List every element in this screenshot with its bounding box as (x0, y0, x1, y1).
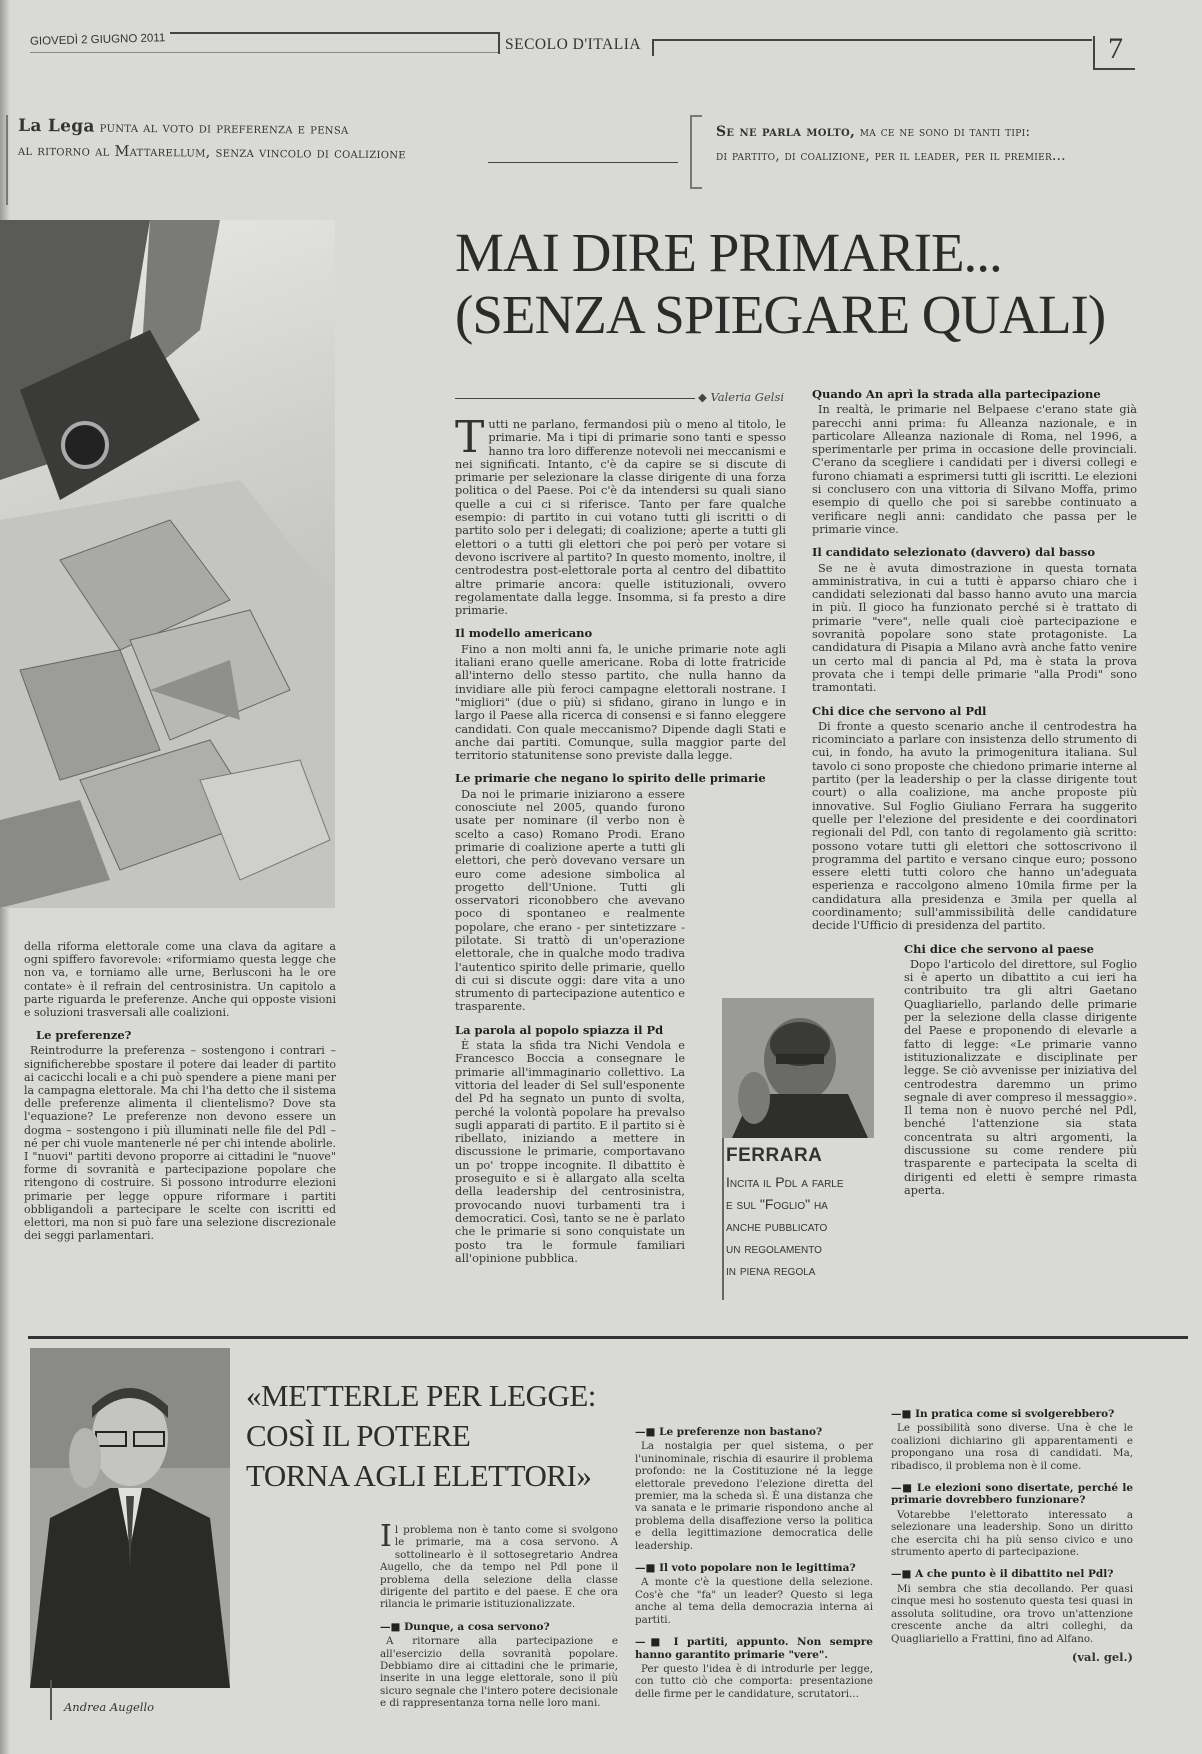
subhead-negano-spirito: Le primarie che negano lo spirito delle primarie (455, 771, 766, 786)
subhead-quando-an: Quando An aprì la strada alla partecipazione (812, 387, 1101, 401)
drop-cap: T (455, 412, 485, 463)
byline-rule (455, 398, 695, 399)
augello-portrait (30, 1348, 230, 1688)
interview-q6-text: Le elezioni sono disertate, perché le primarie dovrebbero funzionare? (891, 1482, 1133, 1507)
interview-q7-text: A che punto è il dibattito nel Pdl? (915, 1568, 1114, 1581)
interview-title (246, 1376, 626, 1496)
left-paragraph-2: Reintrodurre la preferenza – sostengono i contrari – significherebbe spostare il potere dai leader di partito ai cacicchi locali e a chi può spendere a piene mani per la campagna elettorale. Ma chi l'ha detto che il sistema delle preferenze alimenta il clientelismo? Dove sta l'equazione? Le preferenze non devono essere un dogma – sostengono i più illuminati nelle file del Pdl – né per chi vuole mantenerle né per chi intende abolirle. I "nuovi" partiti devono proporre ai cittadini le "nuove" forme di sovranità e partecipazione popolare che ritengono di costruire. Si possono introdurre elezioni primarie per legge oppure riformare i partiti obbligandoli a partecipare le scelte con iscritti ed elettori, ma non si può fare una selezione discrezionale dei seggi parlamentari. (24, 1044, 336, 1243)
masthead-divider-2 (652, 40, 654, 56)
interview-q3: —■ Il voto popolare non le legittima? (635, 1562, 856, 1575)
masthead-rule-left (170, 32, 498, 34)
interview-a6: Votarebbe l'elettorato interessato a selezionare una leadership. Sono un diritto che esercita chi ha più senso civico e uno strumento aperto di partecipazione. (891, 1508, 1133, 1559)
ballot-box-photo (0, 220, 335, 908)
kicker-left-lead: La Lega (18, 115, 95, 137)
masthead-pagenum-bar (1093, 36, 1095, 70)
interview-drop-cap: I (380, 1519, 392, 1554)
ballot-box-illustration (0, 220, 335, 908)
kicker-left-text2: al ritorno al Mattarellum, senza vincolo di coalizione (17, 142, 407, 163)
headline-line1: MAI DIRE PRIMARIE... (455, 222, 1002, 283)
interview-q7: —■ A che punto è il dibattito nel Pdl? (891, 1568, 1114, 1581)
kicker-left-rule (488, 162, 678, 163)
kicker-right-lead: Se ne parla molto, (716, 124, 856, 140)
interview-signature: (val. gel.) (1071, 1649, 1133, 1664)
interview-q4: —■ I partiti, appunto. Non sempre hanno garantito primarie "vere". (635, 1636, 873, 1661)
kicker-right (716, 120, 1186, 168)
article-paragraph-1: utti ne parlano, fermandosi più o meno al titolo, le primarie. Ma i tipi di primarie sono tanti e spesso hanno tra loro differenze notevoli nei meccanismi e nei significati. Intanto, c'è da capire se si discute di primarie per selezionare la classe dirigente di una forza politica o del Paese. Poi c'è da intendersi su quali siano quelle a cui ci si riferisce. Tanto per fare qualche esempio: di partito in cui votano tutti gli iscritti o di partito solo per i delegati; di coalizione; aperte a tutti gli elettori o a tutti gli elettori che poi però per votare si devono iscrivere al partito? In questo momento, inoltre, il centrodestra post-elettorale porta al centro del dibattito altre primarie ancora: quelle istituzionali, ovvero regolamentate dalla legge. Insomma, si fa presto a dire primarie. (455, 418, 787, 618)
interview-q4-text: I partiti, appunto. Non sempre hanno garantito primarie "vere". (635, 1636, 873, 1661)
subhead-servono-al-pdl: Chi dice che servono al Pdl (812, 703, 987, 718)
article-column-1 (455, 412, 787, 1267)
ferrara-name: FERRARA (726, 1145, 823, 1166)
ferrara-line3: anche pubblicato (726, 1218, 828, 1234)
byline: ◆ Valeria Gelsi (698, 390, 785, 404)
ferrara-caption (726, 1145, 866, 1281)
interview-a5: Le possibilità sono diverse. Una è che le coalizioni dichiarino gli apparentamenti e propongano una rosa di candidati. Ma, ribadisco, il problema non è il come. (891, 1422, 1133, 1472)
left-paragraph-1: della riforma elettorale come una clava da agitare a ogni spiffero favorevole: «riformiamo questa legge che non va, e torniamo alle urne, Berlusconi ha le ore contate» è il refrain del centrosinistra. Un capitolo a parte riguarda le preferenze. Anche qui opposte visioni e soluzioni trasversali alle coalizioni. (24, 940, 336, 1020)
subhead-modello-americano: Il modello americano (455, 626, 593, 641)
masthead-date: GIOVEDÌ 2 GIUGNO 2011 (29, 32, 166, 48)
kicker-left-text1: punta al voto di preferenza e pensa (99, 119, 349, 138)
interview-q2-text: Le preferenze non bastano? (659, 1426, 823, 1438)
interview-q5-text: In pratica come si svolgerebbero? (915, 1408, 1115, 1420)
interview-q5: —■ In pratica come si svolgerebbero? (891, 1408, 1115, 1420)
ferrara-photo (722, 998, 874, 1138)
headline (455, 222, 1195, 346)
interview-column-c (891, 1374, 1133, 1663)
col2-paragraph-3: Di fronte a questo scenario anche il centrodestra ha ricominciato a parlare con insistenza dello strumento di cui, in fondo, ha avuto la primogenitura italiana. Sul tavolo ci sono proposte che chiedono primarie interne al partito (per la leadership o per la classe dirigente tout court) o alla coalizione, ma anche proposte più innovative. Sul Foglio Giuliano Ferrara ha suggerito quelle per l'elezione del presidente e dei coordinatori regionali del Pdl, con tanto di regolamento già scritto: possono votare tutti gli elettori che sottoscrivono il programma del partito e versano cinque euro; possono essere eletti tutti coloro che hanno un'adeguata esperienza e raccolgono almeno 10mila firme per la candidatura alla presidenza e 3mila per quella al coordinamento; sull'ammissibilità delle candidature decide l'Ufficio di presidenza del partito. (812, 719, 1137, 933)
interview-q1-text: Dunque, a cosa servono? (404, 1620, 550, 1633)
article-paragraph-4: È stata la sfida tra Nichi Vendola e Francesco Boccia a consegnare le primarie all'immaginario collettivo. La vittoria del leader di Sel sull'esponente del Pd ha segnato un punto di svolta, perché la volontà popolare ha prevalso sugli apparati di partito. E il partito si è ribellato, iniziando a mettere in discussione le primarie, comportavano un po' troppe incognite. Il dibattito è proseguito e si è allargato alla scelta della leadership del centrosinistra, provocando nuovi turbamenti tra i democratici. Così, tanto se ne è parlato che le primarie si sono conquistate un posto tra le formule familiari all'opinione pubblica. (455, 1039, 685, 1265)
ferrara-caption-rule (722, 1138, 724, 1300)
interview-a4: Per questo l'idea è di introdurle per legge, con tutto ciò che comporta: presentazione delle firme per le candidature, scrutatori... (635, 1662, 873, 1700)
article-lead-paragraph (455, 412, 787, 618)
subhead-preferenze: Le preferenze? (36, 1028, 132, 1043)
interview-q6: —■ Le elezioni sono disertate, perché le primarie dovrebbero funzionare? (891, 1482, 1133, 1507)
masthead-page-number: 7 (1108, 32, 1123, 65)
augello-caption: Andrea Augello (64, 1700, 155, 1714)
interview-title-line3: TORNA AGLI ELETTORI» (246, 1458, 592, 1493)
interview-a3: A monte c'è la questione della selezione. Cos'è che "fa" un leader? Questo si lega anche al tema della democrazia interna ai partiti. (635, 1576, 873, 1626)
interview-a2: La nostalgia per quel sistema, o per l'uninominale, rischia di esaurire il problema profondo: ne la Costituzione né la legge elettorale prevedono l'elezione diretta del premier, ma la scheda sì. È una distanza che va sanata e le primarie rispondono anche al problema della disaffezione verso la politica e della legittimazione democratica delle leadership. (635, 1440, 873, 1552)
article-paragraph-3: Da noi le primarie iniziarono a essere conosciute nel 2005, quando furono usate per nominare (il verbo non è scelto a caso) Romano Prodi. Erano primarie di coalizione aperte a tutti gli elettori, che però dovevano versare un euro come adesione simbolica al progetto dell'Unione. Tutti gli osservatori riconobbero che avevano poco di spontaneo e realmente popolare, che erano - per sintetizzare - pilotate. Si trattò di un'operazione elettorale, che in qualche modo tradiva l'autentico spirito delle primarie, quello di cui si discute oggi: dare vita a uno strumento di partecipazione autentico e trasparente. (455, 787, 685, 1014)
interview-intro (380, 1519, 618, 1611)
left-column (24, 940, 336, 1244)
ferrara-portrait (722, 998, 874, 1138)
masthead-rule-left-bottom (30, 52, 498, 53)
col2-paragraph-2: Se ne è avuta dimostrazione in questa tornata amministrativa, in cui a tutti è apparso chiaro che i candidati selezionati dal basso hanno avuto una marcia in più. Il gioco ha funzionato perché si è trattato di primarie "vere", nelle quali cioè partecipazione e sovranità popolare sono state protagoniste. La candidatura di Pisapia a Milano avrà anche fatto venire un certo mal di pancia al Pd, ma è stata la prova provata che i tempi delle primarie "alla Prodi" sono tramontati. (812, 561, 1137, 695)
ferrara-line1: Incita il Pdl a farle (726, 1174, 844, 1190)
kicker-left (18, 114, 498, 167)
interview-q2: —■ Le preferenze non bastano? (635, 1426, 823, 1438)
masthead-divider (498, 32, 500, 54)
interview-column-b (635, 1374, 873, 1702)
interview-title-line2: COSÌ IL POTERE (246, 1418, 471, 1453)
interview-a7: Mi sembra che stia decollando. Per quasi cinque mesi ho sostenuto questa tesi quasi in assoluta solitudine, ora trovo un'attenzione crescente anche da altri colleghi, da Quagliariello a Frattini, fino ad Alfano. (891, 1582, 1133, 1645)
section-divider (28, 1336, 1188, 1339)
ferrara-line2: e sul "Foglio" ha (726, 1196, 828, 1212)
kicker-bracket-left (0, 115, 8, 205)
interview-q1: —■ Dunque, a cosa servono? (380, 1620, 550, 1633)
masthead-paper-name: SECOLO D'ITALIA (505, 36, 642, 53)
subhead-candidato-selezionato: Il candidato selezionato (davvero) dal basso (812, 545, 1096, 560)
kicker-right-text1: ma ce ne sono di tanti tipi: (859, 124, 1031, 140)
col2-paragraph-1: In realtà, le primarie nel Belpaese c'erano state già parecchi anni prima: fu Alleanza nazionale, e in particolare Alleanza nazionale di Roma, nel 1996, a sperimentarle per prima in occasione delle provinciali. C'erano da scegliere i candidati per i diversi collegi e furono chiamati a esprimersi tutti gli iscritti. Le elezioni si conclusero con una vittoria di Silvano Moffa, primo esempio di quello che poi si sarebbe continuato a verificare negli anni: candidato che passa per le primarie vince. (812, 403, 1137, 536)
interview-q3-text: Il voto popolare non le legittima? (659, 1562, 856, 1575)
interview-column-a (380, 1519, 618, 1712)
masthead-pagenum-underline (1095, 68, 1135, 70)
headline-line2: (SENZA SPIEGARE QUALI) (455, 284, 1106, 345)
interview-intro-text: l problema non è tanto come si svolgono le primarie, ma a cosa servono. A sottolinearlo è il sottosegretario Andrea Augello, che da tempo nel Pdl pone il problema della selezione della classe dirigente del partito e del paese. E che ora rilancia le primarie istituzionalizzate. (380, 1524, 618, 1611)
interview-title-line1: «METTERLE PER LEGGE: (246, 1378, 596, 1413)
augello-photo (30, 1348, 230, 1688)
col2-paragraph-4: Dopo l'articolo del direttore, sul Foglio si è aperto un dibattito a cui ieri ha contribuito tra gli altri Gaetano Quagliariello, parlando delle primarie per la selezione della classe dirigente del Paese e proponendo di elevarle a fatto di legge: «Le primarie vanno istituzionalizzate e disciplinate per legge. Se ciò avvenisse per iniziativa del centrodestra daremmo un primo segnale di aver compreso il messaggio». Il tema non è nuovo perché nel Pdl, benché l'attenzione sia stata concentrata su altri argomenti, la discussione su come rendere più trasparente e partecipata la scelta di dirigenti ed eletti è sempre rimasta aperta. (904, 957, 1137, 1197)
subhead-parola-al-popolo: La parola al popolo spiazza il Pd (455, 1022, 664, 1037)
subhead-servono-al-paese: Chi dice che servono al paese (904, 941, 1094, 956)
interview-a1: A ritornare alla partecipazione e all'esercizio della sovranità popolare. Debbiamo dire ai cittadini che le primarie, inserite in una legge elettorale, sono il più sicuro segnale che l'intero potere decisionale e di rappresentanza torna nelle loro mani. (380, 1635, 618, 1710)
article-paragraph-2: Fino a non molti anni fa, le uniche primarie note agli italiani erano quelle americane. Roba di lotte fratricide all'interno dello stesso partito, che nulla hanno da invidiare alle più feroci campagne elettorali nostrane. I "migliori" (due o più) si sfidano, girano in lungo e in largo il Paese alla ricerca di consensi e si fanno eleggere candidati. Con quale meccanismo? Dipende dagli Stati e anche dai partiti. Comunque, sulla maggior parte del territorio statunitense sono previste dalla legge. (455, 642, 786, 763)
ferrara-line5: in piena regola (726, 1262, 816, 1278)
kicker-right-bracket (690, 115, 702, 189)
masthead-rule-right (652, 39, 1092, 41)
kicker-right-text2: di partito, di coalizione, per il leader, per il premier... (716, 148, 1066, 164)
ferrara-line4: un regolamento (726, 1240, 822, 1256)
byline-author: Valeria Gelsi (710, 390, 785, 404)
augello-caption-bar (50, 1680, 52, 1720)
